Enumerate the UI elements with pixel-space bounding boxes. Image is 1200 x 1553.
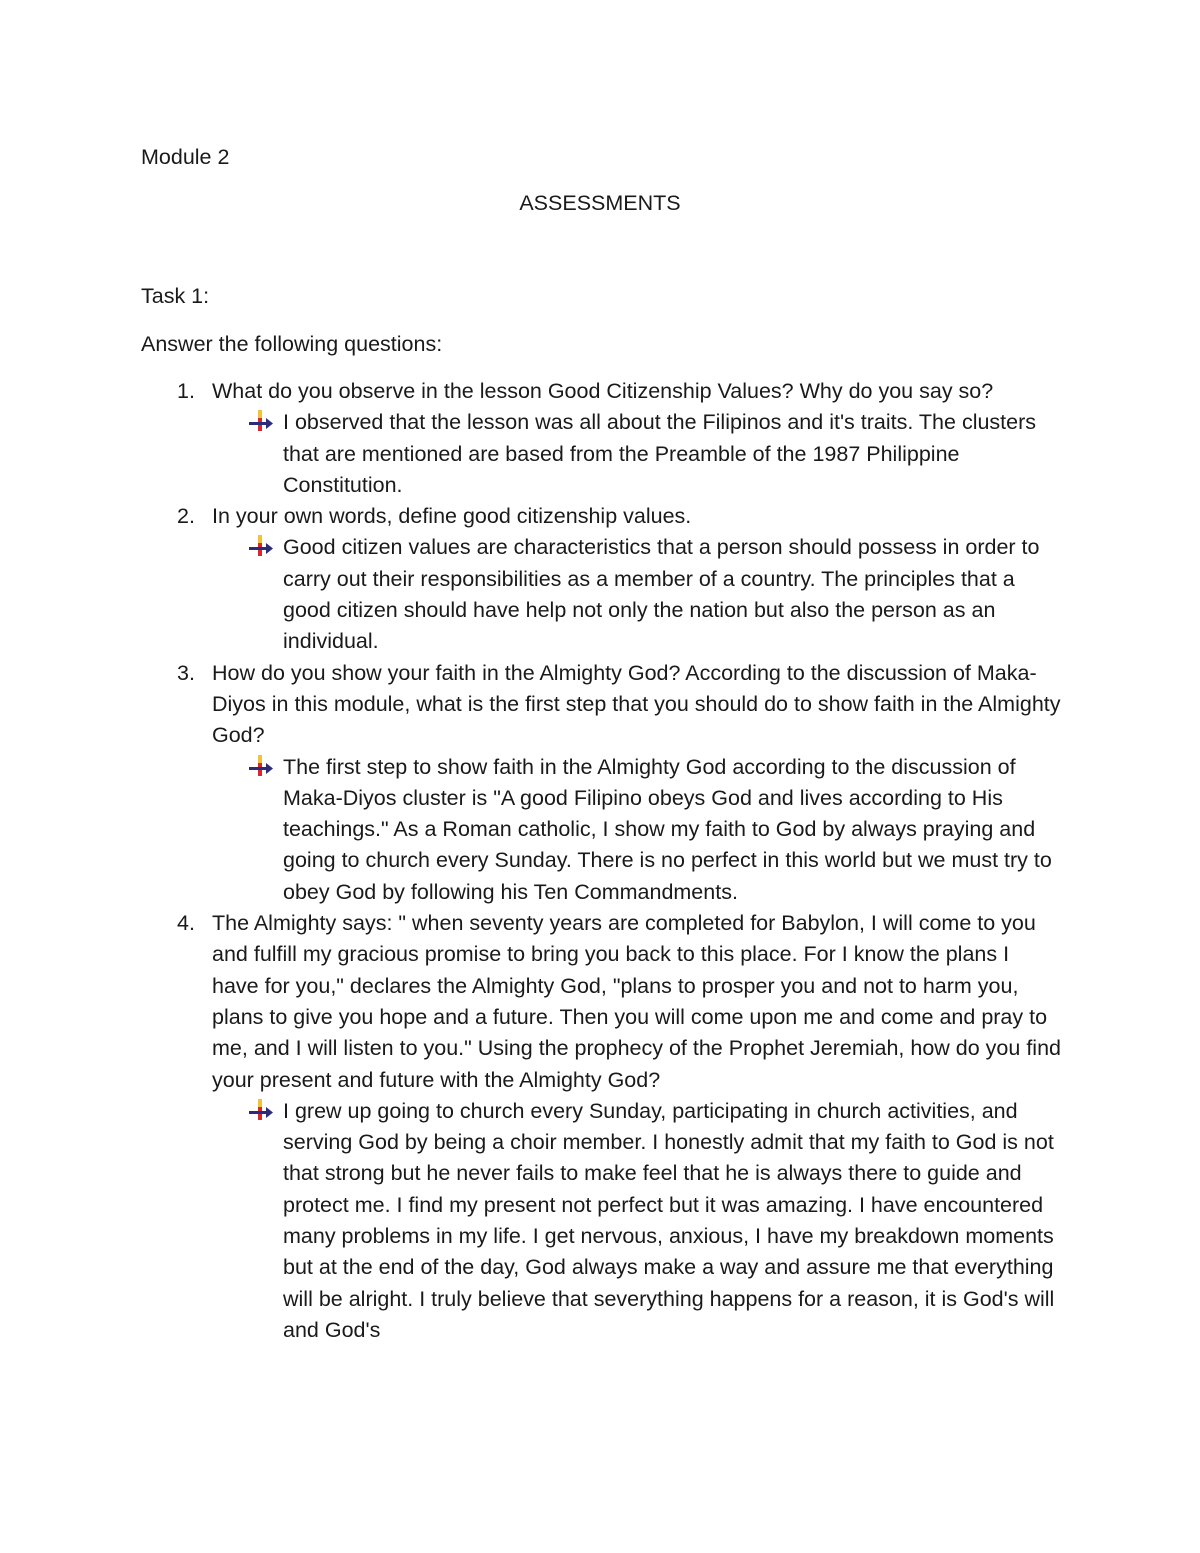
arrow-bullet-icon — [246, 754, 274, 780]
question-item — [141, 908, 1061, 1346]
answer-item — [212, 752, 1061, 908]
question-text: What do you observe in the lesson Good Citizenship Values? Why do you say so? — [212, 379, 994, 403]
question-text: How do you show your faith in the Almighty God? According to the discussion of Maka-Diyos in this module, what is the first step that you should do to show faith in the Almighty God? — [212, 660, 1061, 748]
question-number: 2. — [177, 504, 195, 529]
answer-text: I observed that the lesson was all about the Filipinos and it's traits. The clusters that are mentioned are based from the Preamble of the 1987 Philippine Constitution. — [283, 410, 1037, 497]
arrow-bullet-svg — [246, 409, 274, 435]
instruction-text: Answer the following questions: — [141, 332, 443, 356]
task-label: Task 1: — [141, 284, 210, 308]
question-list — [141, 376, 1061, 1346]
question-item — [141, 501, 1061, 657]
arrow-bullet-icon — [246, 534, 274, 560]
question-text: The Almighty says: " when seventy years are completed for Babylon, I will come to you and fulfill my gracious promise to bring you back to this place. For I know the plans I have for you," declares the Almighty God, "plans to prosper you and not to harm you, plans to give you hope and a future. Then you will come upon me and come and pray to me, and I will listen to you." Using the prophecy of the Prophet Jeremiah, how do you find your present and future with the Almighty God? — [212, 911, 1061, 1092]
answer-item — [212, 407, 1061, 501]
question-number: 3. — [177, 660, 195, 685]
question-number: 1. — [177, 379, 195, 403]
answer-text: The first step to show faith in the Almighty God according to the discussion of Maka-Diyos cluster is "A good Filipino obeys God and lives according to His teachings." As a Roman catholic, I show my faith to God by always praying and going to church every Sunday. There is no perfect in this world but we must try to obey God by following his Ten Commandments. — [283, 754, 1052, 904]
module-label: Module 2 — [141, 145, 230, 169]
answer-text: I grew up going to church every Sunday, participating in church activities, and serving God by being a choir member. I honestly admit that my faith to God is not that strong but he never fails to make feel that he is always there to guide and protect me. I find my present not perfect but it was amazing. I have encountered many problems in my life. I get nervous, anxious, I have my breakdown moments but at the end of the day, God always make a way and assure me that everything will be alright. I truly believe that severything happens for a reason, it is God's will and God's — [283, 1098, 1055, 1342]
arrow-bullet-svg — [246, 534, 274, 560]
question-number: 4. — [177, 911, 195, 936]
answer-text: Good citizen values are characteristics that a person should possess in order to carry out their responsibilities as a member of a country. The principles that a good citizen should have help not only the nation but also the person as an individual. — [283, 535, 1040, 654]
answer-item — [212, 1096, 1061, 1346]
question-item — [141, 376, 1061, 501]
page-title: ASSESSMENTS — [519, 191, 681, 215]
arrow-bullet-svg — [246, 1098, 274, 1124]
arrow-bullet-icon — [246, 1098, 274, 1124]
answer-item — [212, 532, 1061, 657]
question-item — [141, 658, 1061, 908]
arrow-bullet-icon — [246, 409, 274, 435]
question-text: In your own words, define good citizenship values. — [212, 504, 692, 529]
arrow-bullet-svg — [246, 754, 274, 780]
